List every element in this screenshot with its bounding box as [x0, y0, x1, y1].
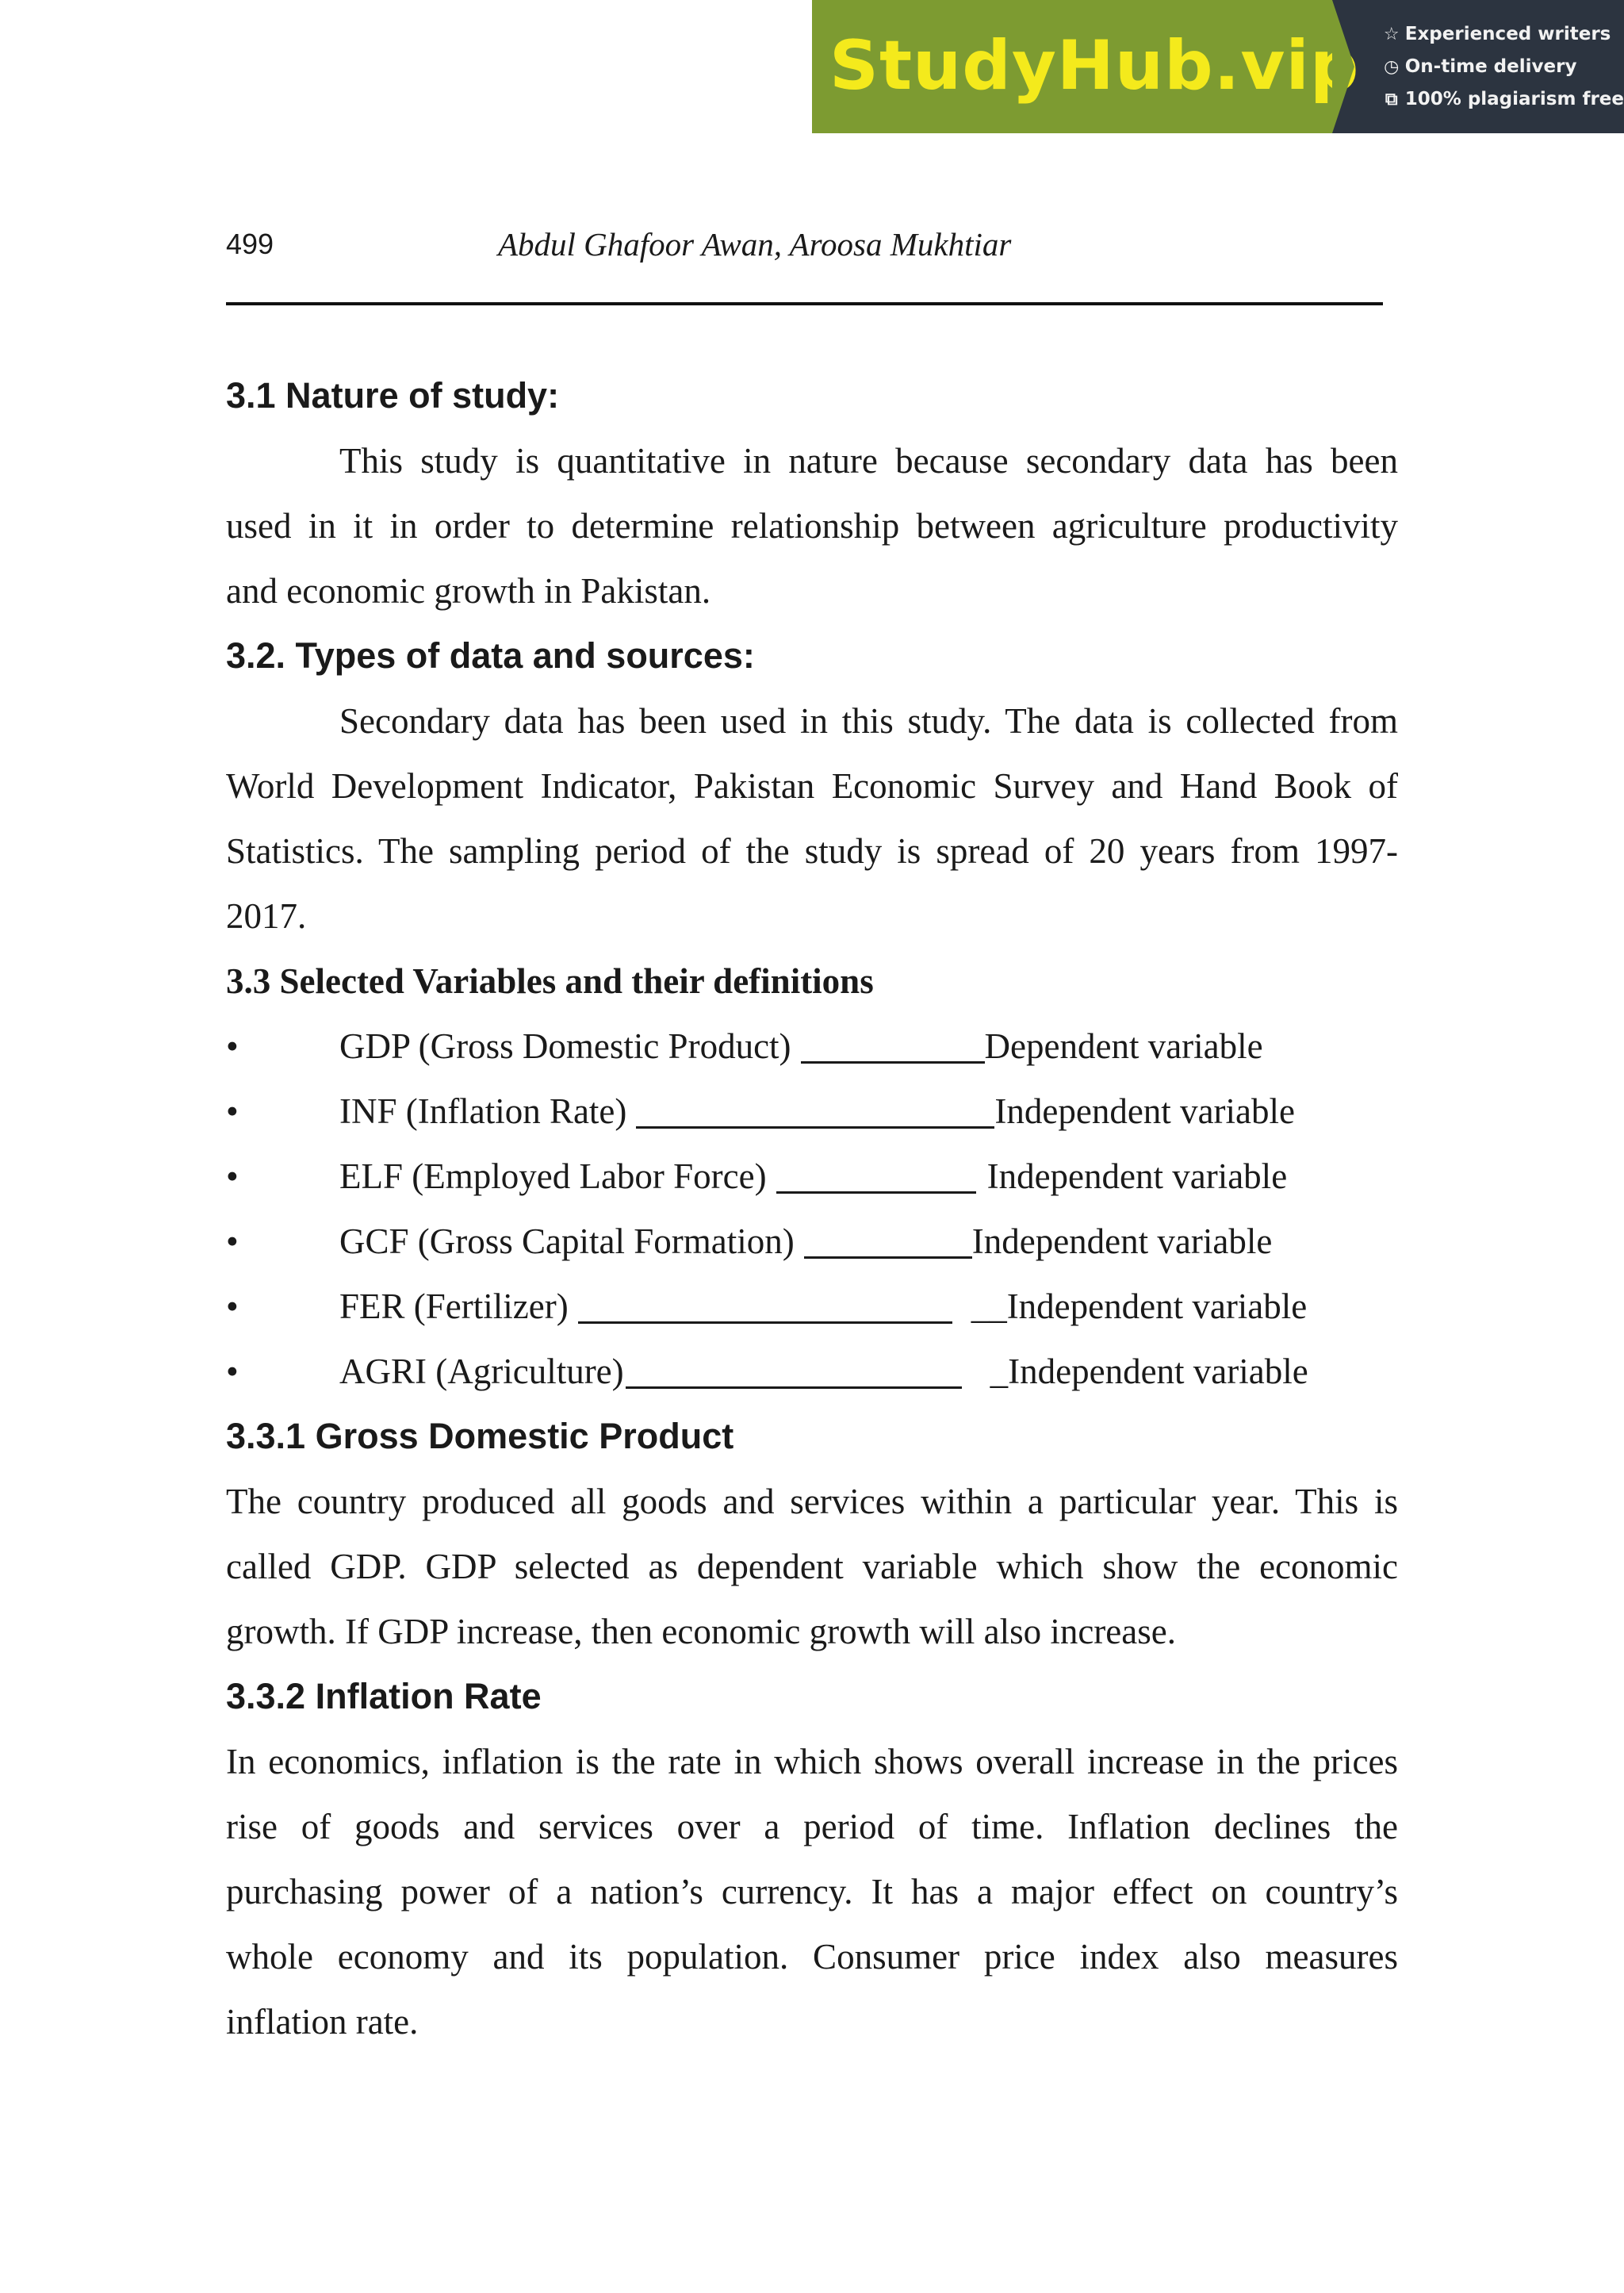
paragraph-line: In economics, inflation is the rate in which shows overall increase in the prices: [226, 1742, 1398, 1781]
list-item-gcf: [226, 1209, 1398, 1274]
brand-panel: [812, 0, 1360, 133]
paragraph-line: World Development Indicator, Pakistan Economic Survey and Hand Book of: [226, 766, 1398, 806]
variable-role: Independent variable: [994, 1091, 1295, 1131]
feature-plagiarism-free: [1381, 83, 1624, 116]
variable-role: Independent variable: [971, 1221, 1273, 1261]
list-item-agri: [226, 1339, 1398, 1404]
bullet: •: [226, 1026, 239, 1066]
fill-blank: [801, 1030, 985, 1064]
feature-label: Experienced writers: [1404, 23, 1611, 44]
fill-blank: [578, 1290, 952, 1324]
section-heading-types: 3.2. Types of data and sources:: [226, 635, 755, 676]
page-content: [226, 363, 1398, 2054]
studyhub-banner[interactable]: [812, 0, 1624, 133]
section-heading-nature: 3.1 Nature of study:: [226, 375, 560, 416]
paragraph-line: called GDP. GDP selected as dependent variable which show the economic: [226, 1547, 1398, 1586]
fill-blank: [776, 1160, 976, 1194]
page-number: 499: [226, 228, 274, 260]
bullet: •: [226, 1286, 239, 1326]
paragraph-line: and economic growth in Pakistan.: [226, 571, 711, 611]
list-item-gdp: [226, 1014, 1398, 1079]
clock-icon: ◷: [1384, 56, 1400, 77]
paragraph-line: growth. If GDP increase, then economic growth will also increase.: [226, 1612, 1176, 1651]
list-item-inf: [226, 1079, 1398, 1144]
list-item-elf: [226, 1144, 1398, 1209]
paragraph-line: whole economy and its population. Consumer price index also measures: [226, 1937, 1398, 1977]
paragraph-line: Secondary data has been used in this study. The data is collected from: [339, 701, 1398, 741]
bullet: •: [226, 1156, 239, 1196]
brand-logo: StudyHub.vip: [829, 26, 1360, 105]
bullet: •: [226, 1352, 239, 1391]
header-rule: [226, 302, 1383, 305]
variable-role: Independent variable: [986, 1156, 1288, 1196]
section-heading-inflation: 3.3.2 Inflation Rate: [226, 1676, 542, 1716]
variable-role: Dependent variable: [984, 1026, 1263, 1066]
paragraph-line: The country produced all goods and services within a particular year. This is: [226, 1482, 1398, 1521]
variable-name: GCF (Gross Capital Formation): [339, 1221, 795, 1261]
variable-name: INF (Inflation Rate): [339, 1091, 627, 1131]
variable-name: GDP (Gross Domestic Product): [339, 1026, 791, 1066]
paragraph-line: rise of goods and services over a period of time. Inflation declines the: [226, 1807, 1398, 1846]
paragraph-line: used in it in order to determine relationship between agriculture productivity: [226, 506, 1398, 546]
list-item-fer: [226, 1274, 1398, 1339]
running-head-authors: Abdul Ghafoor Awan, Aroosa Mukhtiar: [498, 226, 1012, 263]
paragraph-line: 2017.: [226, 896, 307, 936]
fill-blank: [804, 1225, 972, 1259]
paragraph-line: inflation rate.: [226, 2002, 419, 2042]
variable-role: __Independent variable: [971, 1286, 1308, 1326]
feature-label: On-time delivery: [1404, 56, 1577, 77]
variable-role: _Independent variable: [990, 1352, 1308, 1391]
bullet: •: [226, 1221, 239, 1261]
features-panel: [1332, 0, 1624, 133]
paragraph-line: purchasing power of a nation’s currency. It has a major effect on country’s: [226, 1872, 1398, 1911]
variable-name: ELF (Employed Labor Force): [339, 1156, 767, 1196]
feature-on-time-delivery: [1381, 51, 1624, 83]
fill-blank: [636, 1095, 994, 1129]
variable-name: FER (Fertilizer): [339, 1286, 569, 1326]
paragraph-line: Statistics. The sampling period of the study is spread of 20 years from 1997-: [226, 831, 1398, 871]
paragraph-line: This study is quantitative in nature because secondary data has been: [339, 441, 1398, 481]
fill-blank: [626, 1355, 962, 1389]
bullet: •: [226, 1091, 239, 1131]
variable-name: AGRI (Agriculture): [339, 1352, 624, 1391]
section-heading-gdp: 3.3.1 Gross Domestic Product: [226, 1416, 734, 1456]
section-heading-variables: 3.3 Selected Variables and their definitions: [226, 961, 874, 1001]
feature-label: 100% plagiarism free: [1404, 88, 1624, 109]
copy-check-icon: ⧉: [1385, 89, 1398, 109]
feature-experienced-writers: [1381, 18, 1624, 51]
star-outline-icon: ☆: [1383, 24, 1400, 44]
